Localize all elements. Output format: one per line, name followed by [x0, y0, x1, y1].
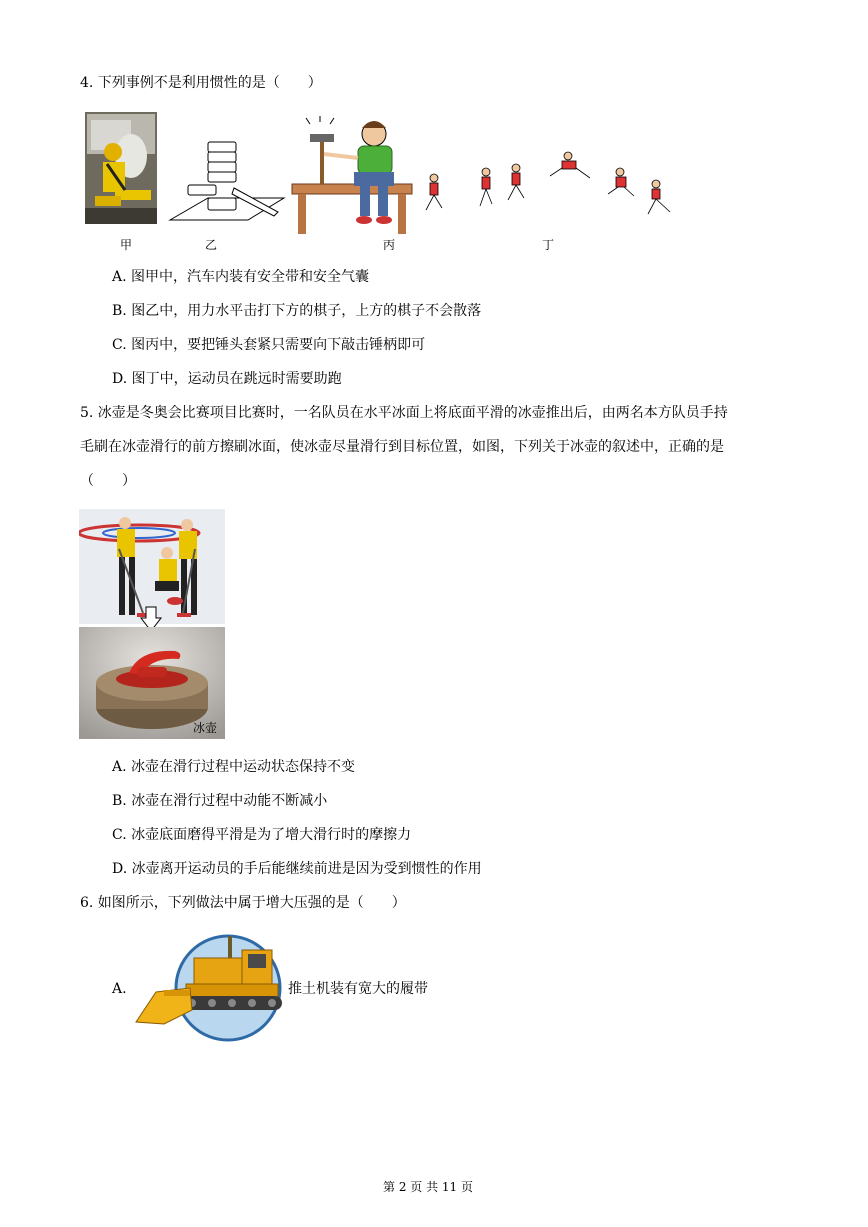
q5-stem-line-2: 毛刷在冰壶滑行的前方擦刷冰面，使冰壶尽量滑行到目标位置，如图，下列关于冰壶的叙述中，正确的是: [80, 439, 724, 455]
q5-option-d: D. 冰壶离开运动员的手后能继续前进是因为受到惯性的作用: [112, 861, 482, 877]
figure-label-jia: 甲: [120, 238, 133, 252]
figure-yi-checker-stack: [168, 140, 286, 222]
q6-option-a-text: 推土机装有宽大的履带: [288, 981, 428, 997]
q4-stem: 4. 下列事例不是利用惯性的是（ ）: [80, 75, 322, 91]
q4-option-d: D. 图丁中，运动员在跳远时需要助跑: [112, 371, 342, 387]
curling-stone-caption: 冰壶: [193, 721, 218, 735]
figure-label-yi: 乙: [205, 238, 218, 252]
figure-curling-stone: [79, 627, 225, 739]
q4-option-c: C. 图丙中，要把锤头套紧只需要向下敲击锤柄即可: [112, 337, 426, 353]
figure-label-bing: 丙: [383, 238, 396, 252]
q5-option-c: C. 冰壶底面磨得平滑是为了增大滑行时的摩擦力: [112, 827, 412, 843]
q6-stem: 6. 如图所示，下列做法中属于增大压强的是（ ）: [80, 895, 406, 911]
q4-option-a: A. 图甲中，汽车内装有安全带和安全气囊: [112, 269, 370, 285]
figure-ding-long-jump: [412, 150, 682, 230]
q5-stem-line-1: 5. 冰壶是冬奥会比赛项目比赛时，一名队员在水平冰面上将底面平滑的冰壶推出后，由两名本方队员手持: [80, 405, 728, 421]
figure-bing-hammer: [288, 114, 416, 236]
figure-jia-car-airbag: [85, 112, 157, 224]
q4-option-b: B. 图乙中，用力水平击打下方的棋子，上方的棋子不会散落: [112, 303, 482, 319]
figure-label-ding: 丁: [542, 238, 555, 252]
figure-bulldozer: [134, 930, 284, 1042]
q6-option-a-letter: A.: [112, 981, 127, 997]
q5-option-b: B. 冰壶在滑行过程中动能不断减小: [112, 793, 328, 809]
q5-stem-line-3: （ ）: [80, 473, 136, 489]
q5-option-a: A. 冰壶在滑行过程中运动状态保持不变: [112, 759, 356, 775]
page-number-footer: 第 2 页 共 11 页: [383, 1180, 473, 1194]
